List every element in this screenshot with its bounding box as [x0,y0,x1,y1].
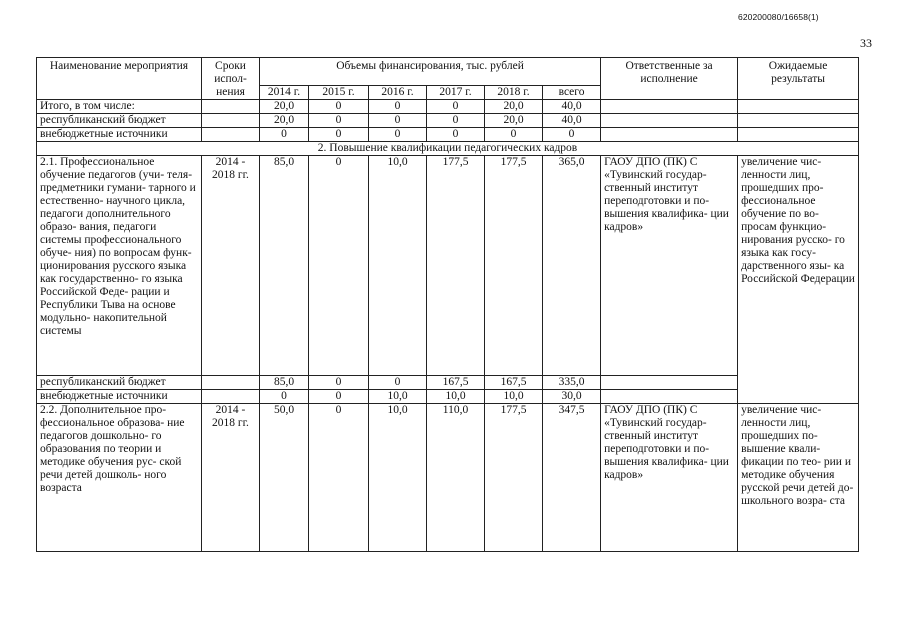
page-number: 33 [860,36,872,50]
header-results: Ожидаемые результаты [738,58,859,100]
cell-value: 0 [309,404,369,552]
document-code: 620200080/16658(1) [738,12,819,22]
cell-value: 20,0 [260,100,309,114]
item-terms: 2014 - 2018 гг. [202,156,260,376]
header-row [37,58,859,86]
cell-value: 0 [309,128,369,142]
cell-value: 347,5 [543,404,601,552]
header-year: 2014 г. [260,86,309,100]
summary-row [37,100,859,114]
cell-value: 50,0 [260,404,309,552]
cell-value: 177,5 [427,156,485,376]
item-name: 2.2. Дополнительное про- фессиональное образова- ние педагогов дошкольно- го образования по теории и методике обучения рус- ской речи детей дошколь- ного возраста [37,404,202,552]
cell-value: 10,0 [369,156,427,376]
cell-value: 0 [309,376,369,390]
cell-value: 0 [427,100,485,114]
header-year: 2017 г. [427,86,485,100]
cell-value: 0 [309,114,369,128]
cell-value: 0 [260,128,309,142]
cell-value: 20,0 [485,100,543,114]
cell-value: 0 [485,128,543,142]
cell-value: 85,0 [260,376,309,390]
cell-value: 0 [369,100,427,114]
financing-table [36,57,859,552]
budget-row [37,390,859,404]
cell-value: 85,0 [260,156,309,376]
cell-value: 20,0 [485,114,543,128]
row-label: внебюджетные источники [37,128,202,142]
cell-value: 0 [427,114,485,128]
item-row-2-1 [37,156,859,376]
row-label: Итого, в том числе: [37,100,202,114]
cell-value: 167,5 [485,376,543,390]
item-row-2-2 [37,404,859,552]
cell-value: 0 [309,100,369,114]
cell-value: 177,5 [485,404,543,552]
cell-value: 10,0 [427,390,485,404]
cell-value: 0 [260,390,309,404]
item-responsible: ГАОУ ДПО (ПК) С «Тувинский государ- ственный институт переподготовки и по- вышения квалифика- ции кадров» [601,404,738,552]
budget-row [37,376,859,390]
cell-value: 365,0 [543,156,601,376]
item-terms: 2014 - 2018 гг. [202,404,260,552]
cell-value: 40,0 [543,114,601,128]
row-label: внебюджетные источники [37,390,202,404]
cell-value: 177,5 [485,156,543,376]
header-financing: Объемы финансирования, тыс. рублей [260,58,601,86]
section-title: 2. Повышение квалификации педагогических кадров [37,142,859,156]
summary-row [37,128,859,142]
cell-value: 167,5 [427,376,485,390]
summary-row [37,114,859,128]
cell-value: 0 [543,128,601,142]
header-terms: Сроки испол- нения [202,58,260,100]
cell-value: 30,0 [543,390,601,404]
header-responsible: Ответственные за исполнение [601,58,738,100]
cell-value: 0 [369,128,427,142]
cell-value: 10,0 [369,404,427,552]
cell-value: 335,0 [543,376,601,390]
item-results: увеличение чис- ленности лиц, прошедших про- фессиональное обучение по во- просам функцио- нирования русско- го языка как госу- дарственного язы- ка Российской Федерации [738,156,859,404]
cell-value: 110,0 [427,404,485,552]
header-total: всего [543,86,601,100]
cell-value: 0 [369,376,427,390]
row-label: республиканский бюджет [37,114,202,128]
header-year: 2015 г. [309,86,369,100]
row-label: республиканский бюджет [37,376,202,390]
header-name: Наименование мероприятия [37,58,202,100]
cell-value: 40,0 [543,100,601,114]
cell-value: 0 [309,156,369,376]
item-responsible: ГАОУ ДПО (ПК) С «Тувинский государ- ственный институт переподготовки и по- вышения квалифика- ции кадров» [601,156,738,376]
header-year: 2016 г. [369,86,427,100]
cell-value: 10,0 [369,390,427,404]
item-name: 2.1. Профессиональное обучение педагогов (учи- теля-предметники гумани- тарного и естественно- научного цикла, педагоги дополнительного образо- вания, педагоги системы профессионального обуче- ния) по вопросам функ- ционирования русского языка как государственно- го языка Российской Феде- рации и Республики Тыва на основе модульно- накопительной системы [37,156,202,376]
cell-value: 0 [369,114,427,128]
cell-value: 0 [427,128,485,142]
header-year: 2018 г. [485,86,543,100]
cell-value: 0 [309,390,369,404]
cell-value: 20,0 [260,114,309,128]
section-row [37,142,859,156]
cell-value: 10,0 [485,390,543,404]
item-results: увеличение чис- ленности лиц, прошедших по- вышение квали- фикации по тео- рии и методике обучения русской речи детей до- школьного возра- ста [738,404,859,552]
